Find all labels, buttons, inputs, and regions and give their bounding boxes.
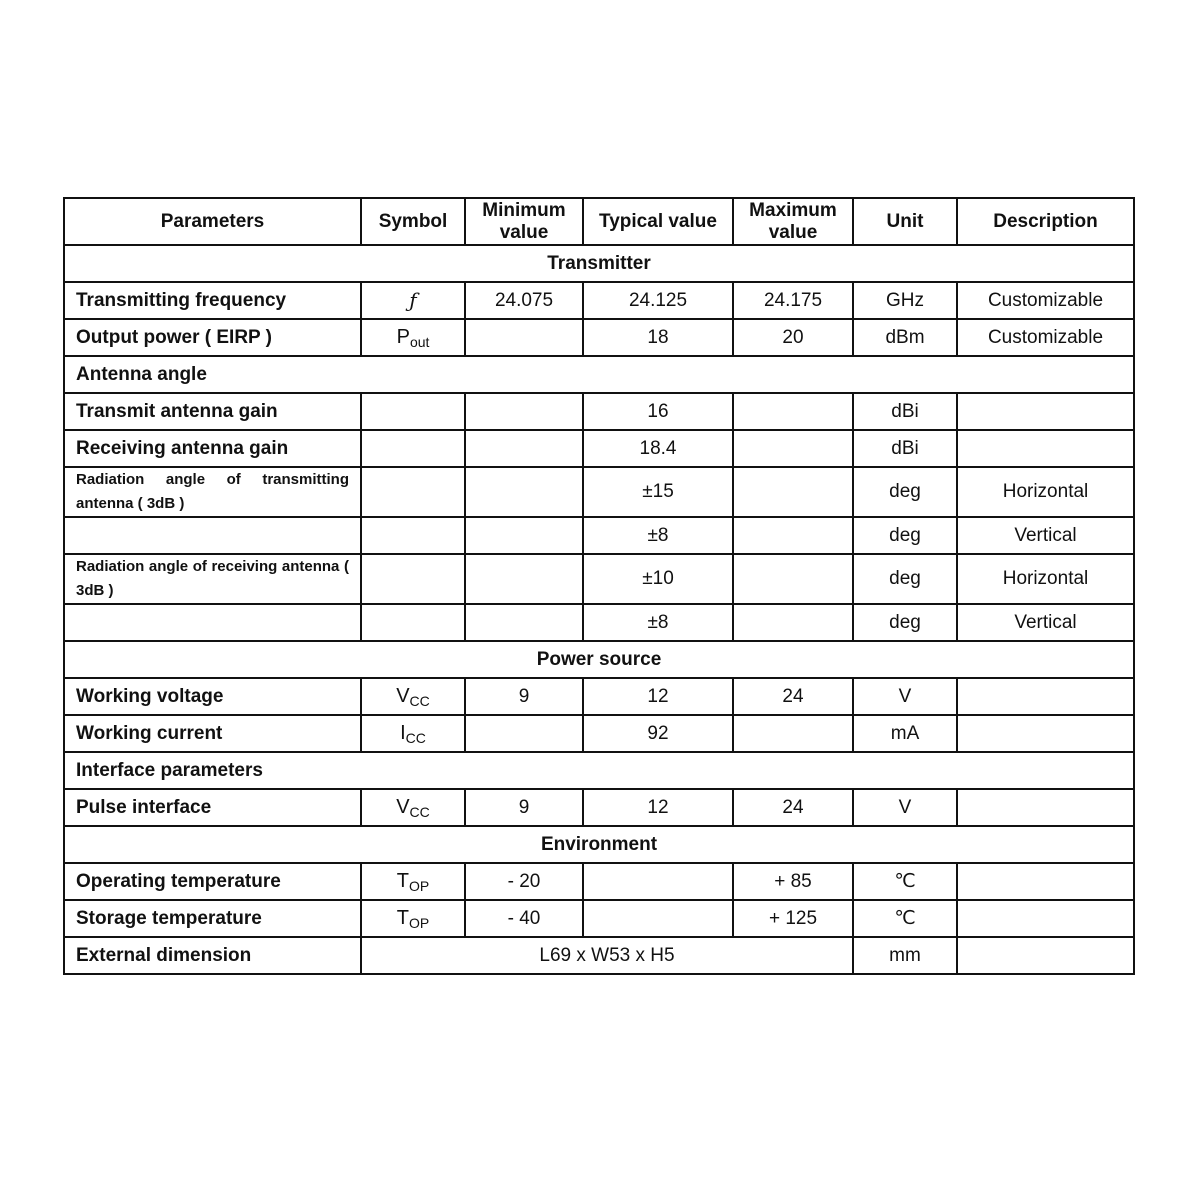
description-value: Customizable	[957, 319, 1134, 356]
unit-value: deg	[853, 604, 957, 641]
symbol-subscript: CC	[409, 693, 430, 709]
param-label: Operating temperature	[64, 863, 361, 900]
symbol-main: V	[396, 796, 410, 818]
description-value: Customizable	[957, 282, 1134, 319]
symbol-cell	[361, 282, 465, 319]
param-label: Radiation angle of transmitting antenna ( 3dB )	[64, 467, 361, 517]
typical-value: 18	[583, 319, 733, 356]
unit-value: dBm	[853, 319, 957, 356]
symbol-main: T	[396, 907, 409, 929]
typical-value	[583, 863, 733, 900]
max-value: + 85	[733, 863, 853, 900]
symbol-cell	[361, 467, 465, 517]
unit-value: V	[853, 789, 957, 826]
table-row	[64, 789, 1134, 826]
symbol-main: V	[396, 685, 410, 707]
symbol-main: T	[396, 870, 409, 892]
symbol-cell	[361, 393, 465, 430]
param-label	[64, 517, 361, 554]
max-value	[733, 430, 853, 467]
typical-value: ±8	[583, 517, 733, 554]
max-value	[733, 554, 853, 604]
group-row	[64, 356, 1134, 393]
table-row	[64, 604, 1134, 641]
typical-value: 16	[583, 393, 733, 430]
param-label	[64, 604, 361, 641]
symbol-cell	[361, 430, 465, 467]
table-row	[64, 678, 1134, 715]
table-row	[64, 715, 1134, 752]
param-label: Transmitting frequency	[64, 282, 361, 319]
table-row	[64, 393, 1134, 430]
header-symbol: Symbol	[361, 198, 465, 245]
unit-value: dBi	[853, 393, 957, 430]
min-value: 9	[465, 678, 583, 715]
table-row	[64, 517, 1134, 554]
header-maximum: Maximum value	[733, 198, 853, 245]
group-interface-parameters: Interface parameters	[64, 752, 1134, 789]
max-value: + 125	[733, 900, 853, 937]
param-label: Receiving antenna gain	[64, 430, 361, 467]
unit-value: deg	[853, 467, 957, 517]
description-value	[957, 937, 1134, 974]
typical-value: ±10	[583, 554, 733, 604]
min-value	[465, 554, 583, 604]
min-value	[465, 517, 583, 554]
section-environment: Environment	[64, 826, 1134, 863]
symbol-subscript: OP	[408, 878, 430, 894]
param-label: Transmit antenna gain	[64, 393, 361, 430]
symbol-cell	[361, 678, 465, 715]
section-row	[64, 641, 1134, 678]
description-value	[957, 900, 1134, 937]
section-power-source: Power source	[64, 641, 1134, 678]
max-value	[733, 517, 853, 554]
max-value: 24	[733, 789, 853, 826]
max-value	[733, 604, 853, 641]
section-row	[64, 826, 1134, 863]
header-typical: Typical value	[583, 198, 733, 245]
typical-value	[583, 900, 733, 937]
unit-value: V	[853, 678, 957, 715]
symbol-cell	[361, 863, 465, 900]
table-row	[64, 554, 1134, 604]
symbol-cell	[361, 319, 465, 356]
symbol-text: ƒ	[409, 287, 417, 312]
param-label: Storage temperature	[64, 900, 361, 937]
min-value	[465, 604, 583, 641]
group-antenna-angle: Antenna angle	[64, 356, 1134, 393]
table-row	[64, 319, 1134, 356]
description-value	[957, 393, 1134, 430]
min-value: - 40	[465, 900, 583, 937]
min-value: - 20	[465, 863, 583, 900]
description-value	[957, 789, 1134, 826]
header-description: Description	[957, 198, 1134, 245]
table-row	[64, 863, 1134, 900]
description-value: Horizontal	[957, 467, 1134, 517]
max-value: 24	[733, 678, 853, 715]
symbol-cell	[361, 715, 465, 752]
param-label: Output power ( EIRP )	[64, 319, 361, 356]
min-value: 24.075	[465, 282, 583, 319]
description-value: Vertical	[957, 517, 1134, 554]
param-label: Radiation angle of receiving antenna ( 3dB )	[64, 554, 361, 604]
min-value	[465, 430, 583, 467]
header-row	[64, 198, 1134, 245]
symbol-subscript: out	[409, 334, 430, 350]
typical-value: ±15	[583, 467, 733, 517]
unit-value: deg	[853, 554, 957, 604]
max-value: 20	[733, 319, 853, 356]
typical-value: 24.125	[583, 282, 733, 319]
description-value	[957, 678, 1134, 715]
table-row	[64, 937, 1134, 974]
symbol-main: I	[400, 722, 406, 744]
typical-value: 12	[583, 678, 733, 715]
param-label: Pulse interface	[64, 789, 361, 826]
min-value: 9	[465, 789, 583, 826]
section-transmitter: Transmitter	[64, 245, 1134, 282]
table-row	[64, 467, 1134, 517]
typical-value: 18.4	[583, 430, 733, 467]
table-row	[64, 430, 1134, 467]
table-row	[64, 282, 1134, 319]
param-label: External dimension	[64, 937, 361, 974]
max-value: 24.175	[733, 282, 853, 319]
param-label: Working current	[64, 715, 361, 752]
unit-value: dBi	[853, 430, 957, 467]
symbol-cell	[361, 900, 465, 937]
unit-value: ℃	[853, 863, 957, 900]
header-unit: Unit	[853, 198, 957, 245]
min-value	[465, 319, 583, 356]
min-value	[465, 393, 583, 430]
dimension-value: L69 x W53 x H5	[361, 937, 853, 974]
header-parameters: Parameters	[64, 198, 361, 245]
typical-value: ±8	[583, 604, 733, 641]
symbol-cell	[361, 604, 465, 641]
max-value	[733, 393, 853, 430]
section-row	[64, 245, 1134, 282]
specifications-table	[63, 197, 1135, 975]
description-value	[957, 430, 1134, 467]
param-label: Working voltage	[64, 678, 361, 715]
symbol-main: P	[396, 326, 410, 348]
unit-value: deg	[853, 517, 957, 554]
min-value	[465, 467, 583, 517]
symbol-cell	[361, 517, 465, 554]
unit-value: GHz	[853, 282, 957, 319]
header-minimum: Minimum value	[465, 198, 583, 245]
description-value	[957, 715, 1134, 752]
unit-value: ℃	[853, 900, 957, 937]
symbol-cell	[361, 554, 465, 604]
description-value: Vertical	[957, 604, 1134, 641]
symbol-subscript: OP	[408, 915, 430, 931]
max-value	[733, 467, 853, 517]
description-value: Horizontal	[957, 554, 1134, 604]
unit-value: mA	[853, 715, 957, 752]
typical-value: 92	[583, 715, 733, 752]
max-value	[733, 715, 853, 752]
min-value	[465, 715, 583, 752]
unit-value: mm	[853, 937, 957, 974]
table-row	[64, 900, 1134, 937]
symbol-subscript: CC	[405, 730, 426, 746]
description-value	[957, 863, 1134, 900]
symbol-cell	[361, 789, 465, 826]
typical-value: 12	[583, 789, 733, 826]
symbol-subscript: CC	[409, 804, 430, 820]
group-row	[64, 752, 1134, 789]
